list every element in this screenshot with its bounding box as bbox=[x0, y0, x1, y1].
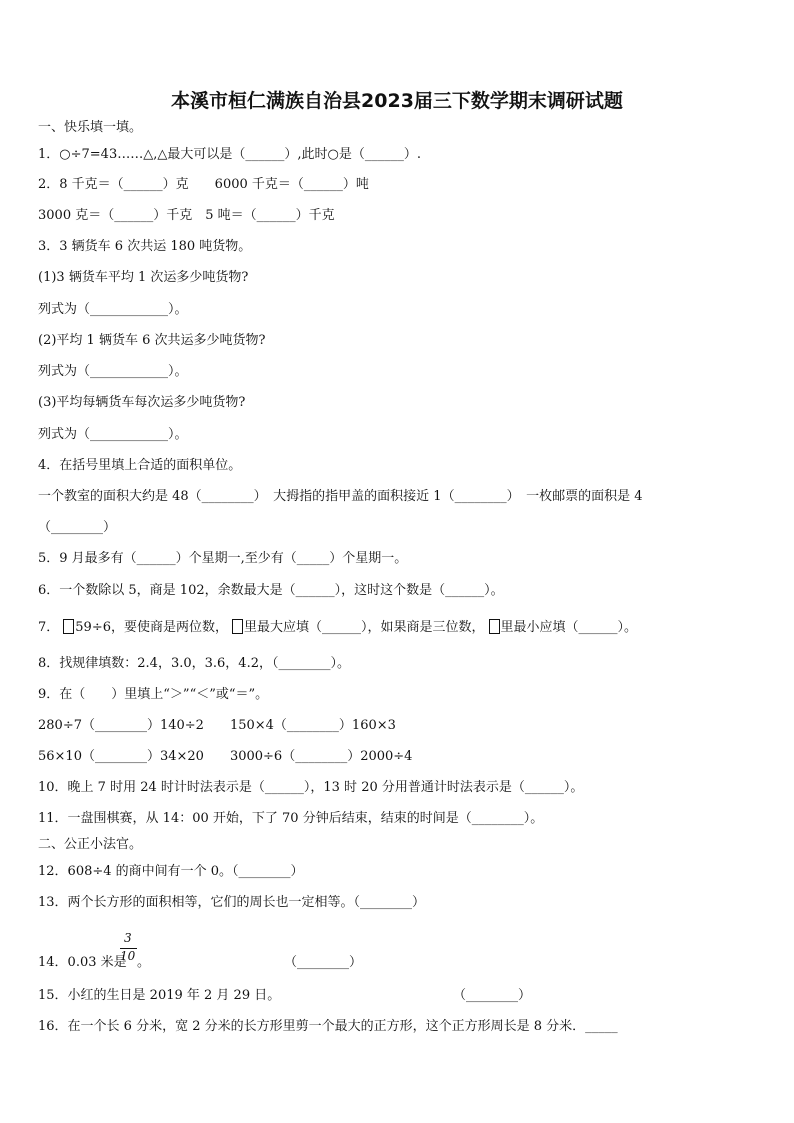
question-4-line-2: （________） bbox=[38, 520, 117, 535]
question-15-blank: （________） bbox=[453, 988, 532, 1003]
question-7-part-3: 里最小应填（______）。 bbox=[500, 620, 638, 635]
fraction-denominator: 10 bbox=[120, 949, 136, 963]
question-3-answer-1: 列式为（____________）。 bbox=[38, 302, 188, 317]
question-5: 5．9 月最多有（______）个星期一,至少有（_____）个星期一。 bbox=[38, 551, 408, 566]
question-3: 3．3 辆货车 6 次共运 180 吨货物。 bbox=[38, 239, 252, 254]
question-9: 9．在（ ）里填上“＞”“＜”或“＝”。 bbox=[38, 687, 269, 702]
question-2-line-1: 2．8 千克＝（______）克 6000 千克＝（______）吨 bbox=[38, 177, 369, 192]
question-2-line-2: 3000 克＝（______）千克 5 吨＝（______）千克 bbox=[38, 208, 335, 223]
question-3-part-2: (2)平均 1 辆货车 6 次共运多少吨货物? bbox=[38, 333, 266, 348]
section-heading-1: 一、快乐填一填。 bbox=[38, 120, 143, 135]
question-14-tail: 。 bbox=[137, 955, 151, 970]
question-16: 16．在一个长 6 分米，宽 2 分米的长方形里剪一个最大的正方形，这个正方形周长是 8 分米．_____ bbox=[38, 1019, 618, 1034]
digit-box bbox=[63, 619, 74, 634]
question-14 bbox=[38, 955, 127, 971]
question-3-part-3: (3)平均每辆货车每次运多少吨货物? bbox=[38, 395, 246, 410]
question-6: 6．一个数除以 5，商是 102，余数最大是（______），这时这个数是（______）。 bbox=[38, 583, 504, 598]
question-4: 4．在括号里填上合适的面积单位。 bbox=[38, 458, 242, 473]
question-9-line-2: 56×10（________）34×20 3000÷6（________）2000÷4 bbox=[38, 749, 413, 764]
question-7-part-2: 里最大应填（______），如果商是三位数， bbox=[244, 620, 485, 635]
digit-box bbox=[232, 619, 243, 634]
question-3-part-1: (1)3 辆货车平均 1 次运多少吨货物? bbox=[38, 270, 249, 285]
question-12: 12．608÷4 的商中间有一个 0。（________） bbox=[38, 864, 304, 879]
question-7 bbox=[38, 619, 637, 636]
question-7-number: 7． bbox=[38, 620, 60, 635]
question-8: 8．找规律填数：2.4，3.0，3.6，4.2，（________）。 bbox=[38, 656, 350, 671]
question-7-part-1: 59÷6，要使商是两位数， bbox=[75, 620, 228, 635]
question-14-blank: （________） bbox=[284, 955, 363, 970]
question-13: 13．两个长方形的面积相等，它们的周长也一定相等。（________） bbox=[38, 895, 426, 910]
fraction-numerator: 3 bbox=[124, 931, 132, 945]
page-title: 本溪市桓仁满族自治县2023届三下数学期末调研试题 bbox=[171, 90, 623, 112]
question-15: 15．小红的生日是 2019 年 2 月 29 日。 bbox=[38, 988, 281, 1003]
digit-box bbox=[489, 619, 500, 634]
question-3-answer-2: 列式为（____________）。 bbox=[38, 364, 188, 379]
question-1: 1．○÷7=43……△,△最大可以是（______）,此时○是（______）. bbox=[38, 147, 421, 162]
section-heading-2: 二、公正小法官。 bbox=[38, 837, 143, 852]
question-10: 10．晚上 7 时用 24 时计时法表示是（______），13 时 20 分用普通计时法表示是（______）。 bbox=[38, 780, 584, 795]
question-14-text: 14．0.03 米是 bbox=[38, 955, 127, 970]
question-9-line-1: 280÷7（________）140÷2 150×4（________）160×3 bbox=[38, 718, 396, 733]
question-4-line-1: 一个教室的面积大约是 48（________） 大拇指的指甲盖的面积接近 1（________） 一枚邮票的面积是 4 bbox=[38, 489, 643, 504]
question-3-answer-3: 列式为（____________）。 bbox=[38, 427, 188, 442]
question-11: 11．一盘围棋赛，从 14：00 开始，下了 70 分钟后结束，结束的时间是（________）。 bbox=[38, 811, 544, 826]
